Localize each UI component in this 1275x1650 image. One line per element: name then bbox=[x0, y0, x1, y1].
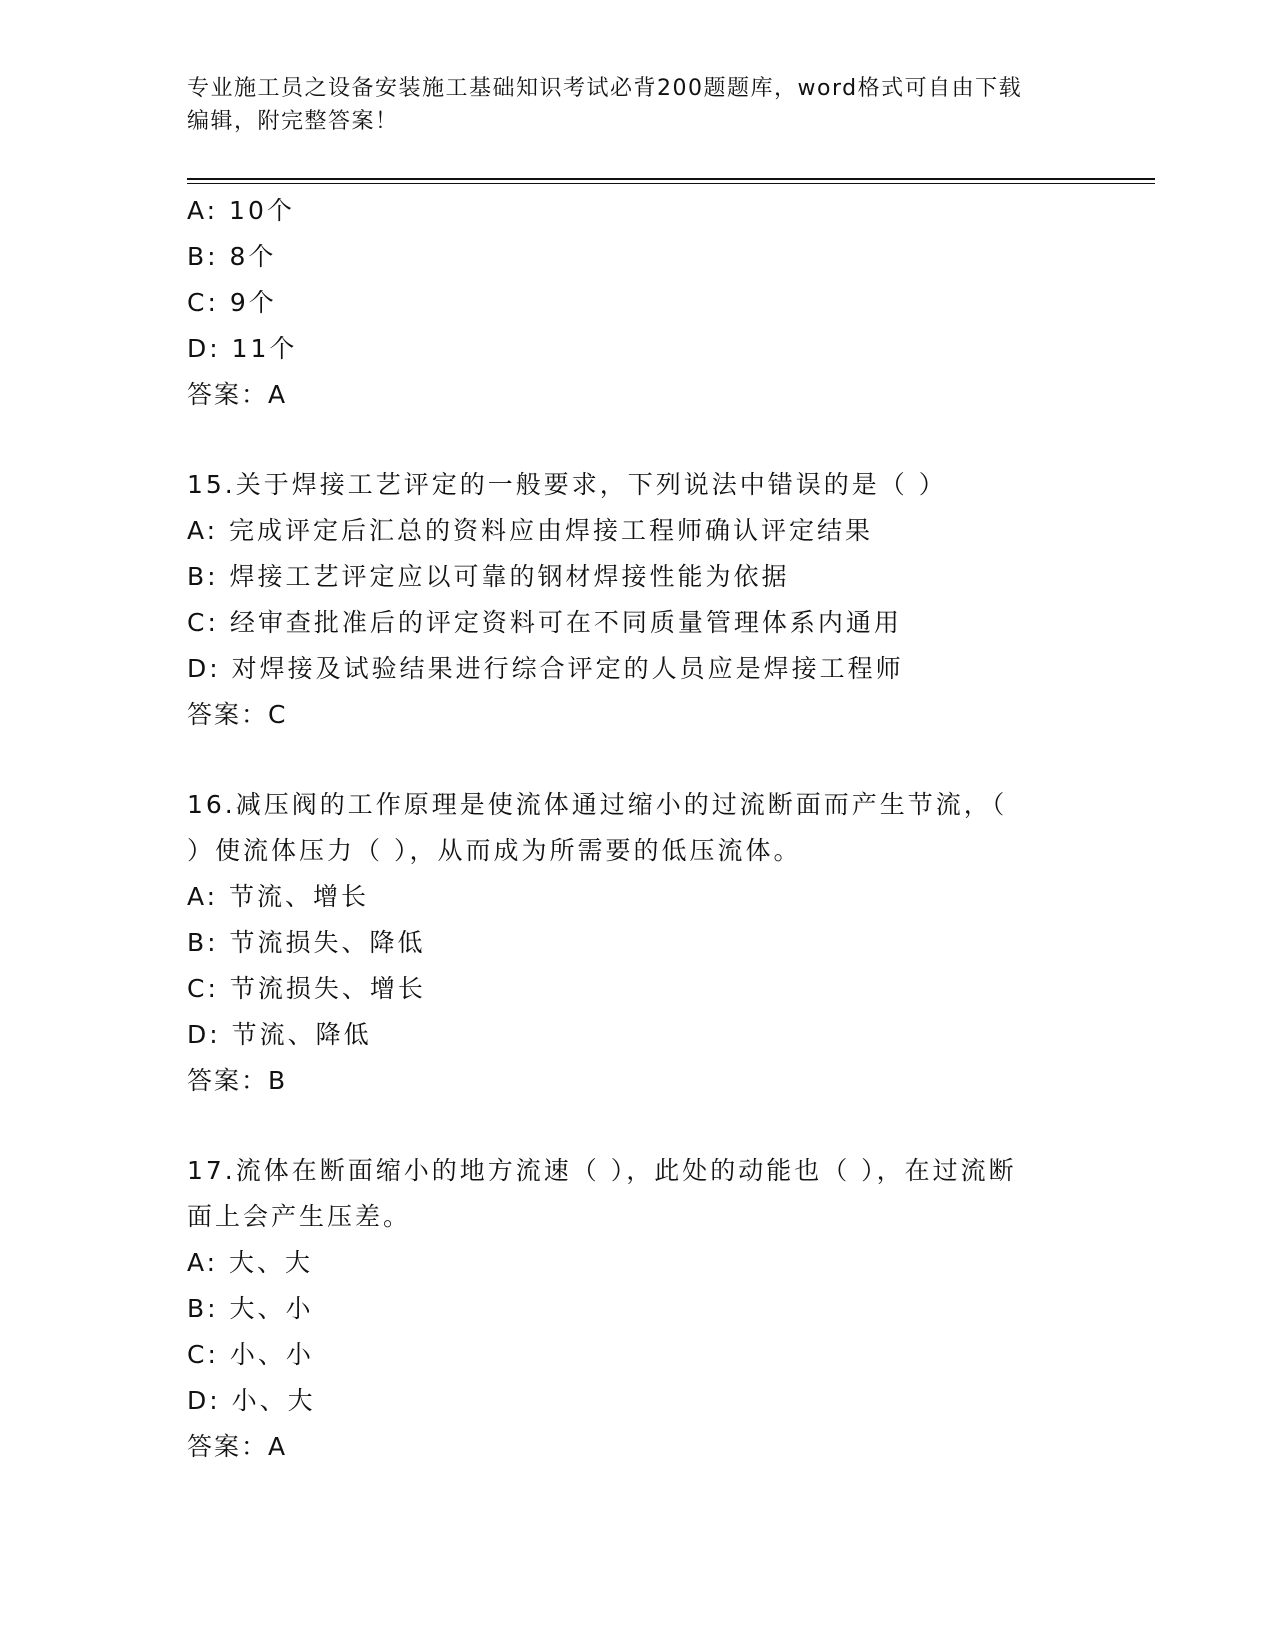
question-text-line-2: 面上会产生压差。 bbox=[187, 1202, 412, 1231]
option-b: B: 大、小 bbox=[187, 1294, 314, 1323]
option-c: C: 9个 bbox=[187, 288, 277, 317]
header-line-1: 专业施工员之设备安装施工基础知识考试必背200题题库，word格式可自由下载 bbox=[187, 76, 1023, 101]
option-b: B: 焊接工艺评定应以可靠的钢材焊接性能为依据 bbox=[187, 562, 790, 591]
question-14 bbox=[187, 188, 1087, 418]
option-c: C: 经审查批准后的评定资料可在不同质量管理体系内通用 bbox=[187, 608, 902, 637]
question-content bbox=[187, 188, 1087, 1470]
header-rule-thin bbox=[187, 183, 1155, 184]
option-c: C: 节流损失、增长 bbox=[187, 974, 426, 1003]
option-d: D: 11个 bbox=[187, 334, 298, 363]
answer: 答案：C bbox=[187, 700, 288, 729]
answer: 答案：B bbox=[187, 1066, 288, 1095]
option-c: C: 小、小 bbox=[187, 1340, 314, 1369]
option-a: A: 大、大 bbox=[187, 1248, 314, 1277]
option-d: D: 小、大 bbox=[187, 1386, 316, 1415]
option-a: A: 节流、增长 bbox=[187, 882, 370, 911]
question-text-line-2: ）使流体压力（ ），从而成为所需要的低压流体。 bbox=[187, 836, 802, 865]
option-a: A: 完成评定后汇总的资料应由焊接工程师确认评定结果 bbox=[187, 516, 874, 545]
question-16 bbox=[187, 782, 1087, 1104]
question-15 bbox=[187, 462, 1087, 738]
question-text-line-1: 17.流体在断面缩小的地方流速（ ），此处的动能也（ ），在过流断 bbox=[187, 1156, 1017, 1185]
option-b: B: 8个 bbox=[187, 242, 277, 271]
option-d: D: 节流、降低 bbox=[187, 1020, 372, 1049]
question-17 bbox=[187, 1148, 1087, 1470]
option-d: D: 对焊接及试验结果进行综合评定的人员应是焊接工程师 bbox=[187, 654, 904, 683]
question-text-line-1: 16.减压阀的工作原理是使流体通过缩小的过流断面而产生节流，（ bbox=[187, 790, 1008, 819]
option-b: B: 节流损失、降低 bbox=[187, 928, 426, 957]
header-rule-thick bbox=[187, 178, 1155, 180]
answer: 答案：A bbox=[187, 380, 288, 409]
document-header bbox=[187, 72, 1087, 138]
question-text: 15.关于焊接工艺评定的一般要求，下列说法中错误的是（ ） bbox=[187, 470, 947, 499]
header-line-2: 编辑，附完整答案！ bbox=[187, 109, 399, 134]
option-a: A: 10个 bbox=[187, 196, 295, 225]
answer: 答案：A bbox=[187, 1432, 288, 1461]
